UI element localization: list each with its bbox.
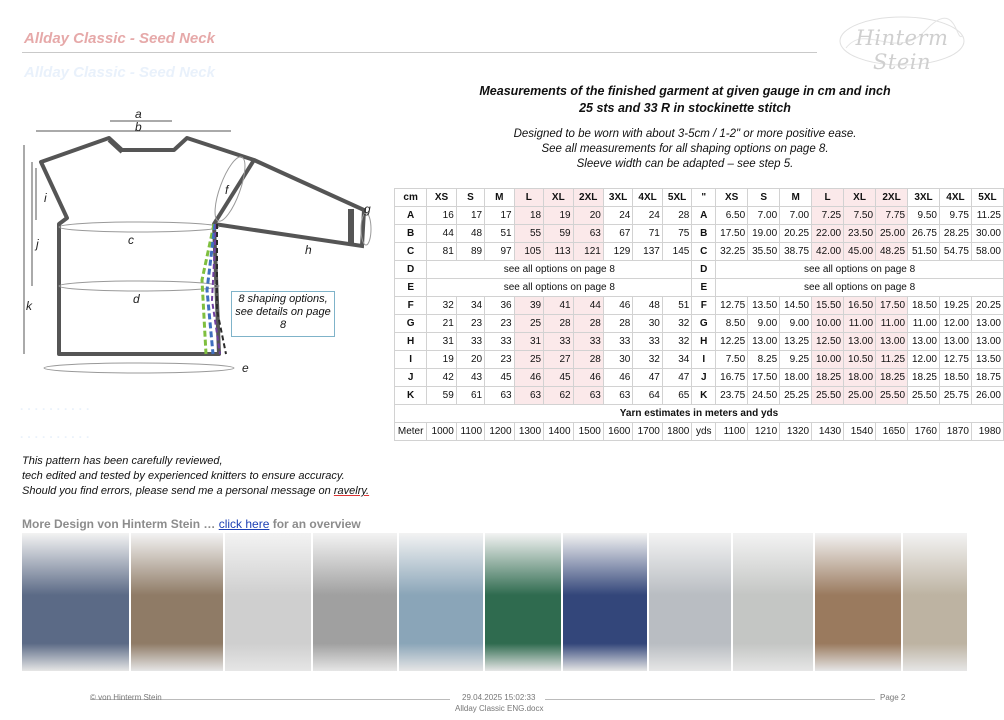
value-cell: 18.25 [812, 369, 844, 387]
value-cell: 38.75 [780, 243, 812, 261]
value-cell: 33 [456, 333, 484, 351]
value-cell: 6.50 [716, 207, 748, 225]
footer-filename: Allday Classic ENG.docx [455, 704, 544, 713]
yds-value: 1650 [876, 423, 908, 441]
value-cell: 20 [456, 351, 484, 369]
value-cell: 28 [603, 315, 633, 333]
row-label: J [395, 369, 427, 387]
value-cell: 17.50 [748, 369, 780, 387]
value-cell: 18.50 [939, 369, 971, 387]
yds-value: 1100 [716, 423, 748, 441]
meter-value: 1100 [456, 423, 484, 441]
yds-label: yds [692, 423, 716, 441]
value-cell: 9.00 [748, 315, 780, 333]
value-cell: 42.00 [812, 243, 844, 261]
review-line-1: This pattern has been carefully reviewed, [22, 455, 223, 467]
value-cell: 30.00 [971, 225, 1003, 243]
value-cell: 30 [633, 315, 663, 333]
header-cell: 3XL [908, 189, 940, 207]
footer-line-right [545, 699, 875, 700]
value-cell: 7.00 [780, 207, 812, 225]
value-cell: 67 [603, 225, 633, 243]
more-designs-text: More Design von Hinterm Stein … [22, 517, 219, 531]
photo-blue-lace-cardigan[interactable] [399, 533, 483, 671]
value-cell: 13.25 [780, 333, 812, 351]
row-label: I [395, 351, 427, 369]
value-cell: 48 [633, 297, 663, 315]
value-cell: 45 [544, 369, 574, 387]
table-row [395, 279, 1004, 297]
header-cell: cm [395, 189, 427, 207]
document-title: Allday Classic - Seed Neck [24, 30, 215, 47]
value-cell: 12.75 [939, 351, 971, 369]
value-cell: 28 [662, 207, 692, 225]
label-d: d [133, 292, 140, 306]
value-cell: 121 [573, 243, 603, 261]
row-label: D [692, 261, 716, 279]
value-cell: 19 [544, 207, 574, 225]
value-cell: 23 [485, 351, 515, 369]
row-label: G [395, 315, 427, 333]
value-cell: 9.00 [780, 315, 812, 333]
span-cell: see all options on page 8 [427, 261, 692, 279]
row-label: E [692, 279, 716, 297]
value-cell: 12.75 [716, 297, 748, 315]
label-c: c [128, 233, 134, 247]
table-row [395, 243, 1004, 261]
value-cell: 33 [603, 333, 633, 351]
value-cell: 62 [544, 387, 574, 405]
value-cell: 18.00 [844, 369, 876, 387]
measurements-heading: Measurements of the finished garment at given gauge in cm and inch [479, 84, 891, 98]
value-cell: 14.50 [780, 297, 812, 315]
photo-light-pullover[interactable] [733, 533, 813, 671]
footer-page: Page 2 [880, 693, 906, 702]
yds-value: 1870 [939, 423, 971, 441]
value-cell: 46 [603, 297, 633, 315]
value-cell: 137 [633, 243, 663, 261]
value-cell: 42 [427, 369, 457, 387]
value-cell: 13.00 [971, 333, 1003, 351]
header-cell: 2XL [876, 189, 908, 207]
value-cell: 45.00 [844, 243, 876, 261]
table-row [395, 315, 1004, 333]
row-label: A [395, 207, 427, 225]
header-cell: 3XL [603, 189, 633, 207]
value-cell: 32.25 [716, 243, 748, 261]
value-cell: 33 [485, 333, 515, 351]
value-cell: 28 [573, 351, 603, 369]
review-line-2: tech edited and tested by experienced knitters to ensure accuracy. [22, 470, 345, 482]
footer-copyright: © von Hinterm Stein [90, 693, 162, 702]
measurement-table [394, 188, 1004, 441]
value-cell: 17.50 [876, 297, 908, 315]
value-cell: 25.25 [780, 387, 812, 405]
value-cell: 63 [573, 387, 603, 405]
value-cell: 48.25 [876, 243, 908, 261]
ghost-text: · · · · · · · · · · [20, 402, 90, 416]
value-cell: 33 [573, 333, 603, 351]
header-cell: 4XL [939, 189, 971, 207]
value-cell: 59 [427, 387, 457, 405]
value-cell: 12.00 [939, 315, 971, 333]
value-cell: 59 [544, 225, 574, 243]
value-cell: 7.00 [748, 207, 780, 225]
value-cell: 11.00 [844, 315, 876, 333]
value-cell: 33 [544, 333, 574, 351]
value-cell: 20 [573, 207, 603, 225]
yds-value: 1430 [812, 423, 844, 441]
value-cell: 22.00 [812, 225, 844, 243]
more-designs-suffix: for an overview [269, 517, 361, 531]
row-label: F [692, 297, 716, 315]
row-label: A [692, 207, 716, 225]
value-cell: 18.25 [876, 369, 908, 387]
meter-value: 1300 [514, 423, 544, 441]
header-cell: 4XL [633, 189, 663, 207]
value-cell: 105 [514, 243, 544, 261]
value-cell: 113 [544, 243, 574, 261]
row-label: E [395, 279, 427, 297]
meter-value: 1400 [544, 423, 574, 441]
header-cell: " [692, 189, 716, 207]
value-cell: 47 [662, 369, 692, 387]
row-label: D [395, 261, 427, 279]
hinterm-stein-logo [836, 12, 968, 74]
value-cell: 16.50 [844, 297, 876, 315]
value-cell: 31 [427, 333, 457, 351]
value-cell: 18.00 [780, 369, 812, 387]
value-cell: 20.25 [971, 297, 1003, 315]
value-cell: 71 [633, 225, 663, 243]
value-cell: 30 [603, 351, 633, 369]
value-cell: 46 [514, 369, 544, 387]
row-label: K [395, 387, 427, 405]
value-cell: 19.25 [939, 297, 971, 315]
value-cell: 10.00 [812, 351, 844, 369]
header-cell: M [780, 189, 812, 207]
row-label: I [692, 351, 716, 369]
value-cell: 32 [633, 351, 663, 369]
value-cell: 8.50 [716, 315, 748, 333]
row-label: F [395, 297, 427, 315]
label-i: i [44, 191, 47, 205]
gauge-heading: 25 sts and 33 R in stockinette stitch [579, 101, 791, 115]
value-cell: 58.00 [971, 243, 1003, 261]
value-cell: 145 [662, 243, 692, 261]
header-cell: M [485, 189, 515, 207]
ghost-text: · · · · · · · · · · [20, 430, 90, 444]
header-cell: XL [844, 189, 876, 207]
value-cell: 12.50 [812, 333, 844, 351]
value-cell: 13.00 [971, 315, 1003, 333]
value-cell: 24 [603, 207, 633, 225]
value-cell: 34 [662, 351, 692, 369]
value-cell: 13.00 [748, 333, 780, 351]
label-e: e [242, 361, 249, 375]
value-cell: 9.50 [908, 207, 940, 225]
photo-beige-cardigan[interactable] [903, 533, 967, 671]
header-cell: 5XL [662, 189, 692, 207]
value-cell: 17.50 [716, 225, 748, 243]
ghost-title: Allday Classic - Seed Neck [24, 64, 215, 81]
value-cell: 7.50 [844, 207, 876, 225]
value-cell: 31 [514, 333, 544, 351]
meter-value: 1800 [662, 423, 692, 441]
value-cell: 55 [514, 225, 544, 243]
value-cell: 18.50 [908, 297, 940, 315]
value-cell: 18 [514, 207, 544, 225]
row-label: C [692, 243, 716, 261]
value-cell: 25.50 [908, 387, 940, 405]
value-cell: 34 [456, 297, 484, 315]
header-cell: S [748, 189, 780, 207]
label-f: f [225, 183, 229, 197]
label-k: k [26, 299, 32, 313]
span-cell: see all options on page 8 [427, 279, 692, 297]
value-cell: 23 [485, 315, 515, 333]
value-cell: 89 [456, 243, 484, 261]
value-cell: 13.00 [908, 333, 940, 351]
more-designs [22, 517, 361, 531]
value-cell: 44 [427, 225, 457, 243]
value-cell: 32 [662, 315, 692, 333]
value-cell: 81 [427, 243, 457, 261]
label-a: a [135, 107, 142, 121]
value-cell: 44 [573, 297, 603, 315]
value-cell: 51 [662, 297, 692, 315]
value-cell: 63 [603, 387, 633, 405]
yarn-title: Yarn estimates in meters and yds [395, 405, 1004, 423]
value-cell: 24 [633, 207, 663, 225]
value-cell: 17 [485, 207, 515, 225]
yarn-title-row [395, 405, 1004, 423]
table-row [395, 387, 1004, 405]
value-cell: 18.25 [908, 369, 940, 387]
shaping-note: See all measurements for all shaping options on page 8. [541, 143, 829, 155]
value-cell: 25 [514, 315, 544, 333]
value-cell: 16.75 [716, 369, 748, 387]
value-cell: 28 [544, 315, 574, 333]
photo-strip [22, 533, 980, 671]
value-cell: 7.75 [876, 207, 908, 225]
logo-text: Hinterm Stein [855, 26, 949, 74]
value-cell: 61 [456, 387, 484, 405]
value-cell: 46 [573, 369, 603, 387]
value-cell: 19.00 [748, 225, 780, 243]
value-cell: 63 [485, 387, 515, 405]
value-cell: 46 [603, 369, 633, 387]
value-cell: 32 [662, 333, 692, 351]
garment-schematic [14, 100, 394, 390]
label-j: j [36, 237, 39, 251]
row-label: H [395, 333, 427, 351]
value-cell: 27 [544, 351, 574, 369]
value-cell: 13.50 [748, 297, 780, 315]
span-cell: see all options on page 8 [716, 261, 1004, 279]
header-cell: L [812, 189, 844, 207]
header-cell: 5XL [971, 189, 1003, 207]
value-cell: 75 [662, 225, 692, 243]
click-here-link[interactable]: click here [218, 517, 270, 531]
value-cell: 13.00 [844, 333, 876, 351]
meter-value: 1600 [603, 423, 633, 441]
photo-sleeve-detail[interactable] [22, 533, 129, 671]
meter-label: Meter [395, 423, 427, 441]
table-row [395, 225, 1004, 243]
header-cell: S [456, 189, 484, 207]
ravelry-link[interactable]: ravelry. [333, 485, 370, 497]
value-cell: 39 [514, 297, 544, 315]
value-cell: 28.25 [939, 225, 971, 243]
photo-brown-cardigan[interactable] [815, 533, 901, 671]
photo-cardigan-button[interactable] [131, 533, 223, 671]
header-divider [22, 52, 817, 53]
label-b: b [135, 120, 142, 134]
value-cell: 97 [485, 243, 515, 261]
value-cell: 26.75 [908, 225, 940, 243]
review-line-3 [22, 485, 369, 497]
value-cell: 65 [662, 387, 692, 405]
label-h: h [305, 243, 312, 257]
value-cell: 28 [573, 315, 603, 333]
value-cell: 45 [485, 369, 515, 387]
footer-timestamp: 29.04.2025 15:02:33 [462, 693, 536, 702]
value-cell: 33 [633, 333, 663, 351]
value-cell: 25 [514, 351, 544, 369]
table-header-row [395, 189, 1004, 207]
value-cell: 20.25 [780, 225, 812, 243]
value-cell: 64 [633, 387, 663, 405]
meter-value: 1000 [427, 423, 457, 441]
value-cell: 25.50 [812, 387, 844, 405]
value-cell: 63 [573, 225, 603, 243]
value-cell: 63 [514, 387, 544, 405]
value-cell: 16 [427, 207, 457, 225]
value-cell: 35.50 [748, 243, 780, 261]
photo-grey-sweater[interactable] [313, 533, 397, 671]
value-cell: 13.00 [876, 333, 908, 351]
photo-grey-pullover[interactable] [649, 533, 731, 671]
span-cell: see all options on page 8 [716, 279, 1004, 297]
value-cell: 25.00 [876, 225, 908, 243]
value-cell: 13.50 [971, 351, 1003, 369]
header-cell: 2XL [573, 189, 603, 207]
label-g: g [364, 202, 371, 216]
photo-navy-cardigan[interactable] [563, 533, 647, 671]
value-cell: 11.00 [876, 315, 908, 333]
value-cell: 51.50 [908, 243, 940, 261]
value-cell: 25.50 [876, 387, 908, 405]
yds-value: 1980 [971, 423, 1003, 441]
yds-value: 1320 [780, 423, 812, 441]
value-cell: 17 [456, 207, 484, 225]
value-cell: 11.25 [971, 207, 1003, 225]
value-cell: 18.75 [971, 369, 1003, 387]
value-cell: 19 [427, 351, 457, 369]
yds-value: 1760 [908, 423, 940, 441]
value-cell: 21 [427, 315, 457, 333]
yarn-row [395, 423, 1004, 441]
row-label: J [692, 369, 716, 387]
header-cell: XS [427, 189, 457, 207]
value-cell: 11.00 [908, 315, 940, 333]
table-row [395, 261, 1004, 279]
header-cell: XS [716, 189, 748, 207]
table-row [395, 369, 1004, 387]
value-cell: 36 [485, 297, 515, 315]
value-cell: 25.75 [939, 387, 971, 405]
meter-value: 1500 [573, 423, 603, 441]
value-cell: 7.50 [716, 351, 748, 369]
row-label: H [692, 333, 716, 351]
table-row [395, 333, 1004, 351]
sleeve-note: Sleeve width can be adapted – see step 5. [576, 158, 794, 170]
table-row [395, 297, 1004, 315]
shaping-options-callout: 8 shaping options, see details on page 8 [231, 291, 335, 337]
value-cell: 9.25 [780, 351, 812, 369]
value-cell: 15.50 [812, 297, 844, 315]
table-row [395, 207, 1004, 225]
photo-green-cardigan[interactable] [485, 533, 561, 671]
value-cell: 9.75 [939, 207, 971, 225]
value-cell: 43 [456, 369, 484, 387]
value-cell: 25.00 [844, 387, 876, 405]
value-cell: 26.00 [971, 387, 1003, 405]
value-cell: 10.50 [844, 351, 876, 369]
meter-value: 1200 [485, 423, 515, 441]
value-cell: 23.75 [716, 387, 748, 405]
row-label: B [395, 225, 427, 243]
value-cell: 13.00 [939, 333, 971, 351]
value-cell: 32 [427, 297, 457, 315]
review-line-3-text: Should you find errors, please send me a personal message on [22, 485, 334, 497]
value-cell: 7.25 [812, 207, 844, 225]
value-cell: 41 [544, 297, 574, 315]
value-cell: 11.25 [876, 351, 908, 369]
value-cell: 23.50 [844, 225, 876, 243]
value-cell: 24.50 [748, 387, 780, 405]
table-row [395, 351, 1004, 369]
value-cell: 12.00 [908, 351, 940, 369]
value-cell: 54.75 [939, 243, 971, 261]
value-cell: 8.25 [748, 351, 780, 369]
value-cell: 12.25 [716, 333, 748, 351]
value-cell: 10.00 [812, 315, 844, 333]
value-cell: 47 [633, 369, 663, 387]
yds-value: 1210 [748, 423, 780, 441]
row-label: C [395, 243, 427, 261]
meter-value: 1700 [633, 423, 663, 441]
value-cell: 48 [456, 225, 484, 243]
row-label: K [692, 387, 716, 405]
value-cell: 51 [485, 225, 515, 243]
header-cell: L [514, 189, 544, 207]
photo-white-cardigan[interactable] [225, 533, 311, 671]
header-cell: XL [544, 189, 574, 207]
row-label: B [692, 225, 716, 243]
value-cell: 23 [456, 315, 484, 333]
value-cell: 129 [603, 243, 633, 261]
ease-note: Designed to be worn with about 3-5cm / 1-2" or more positive ease. [513, 128, 857, 140]
yds-value: 1540 [844, 423, 876, 441]
row-label: G [692, 315, 716, 333]
